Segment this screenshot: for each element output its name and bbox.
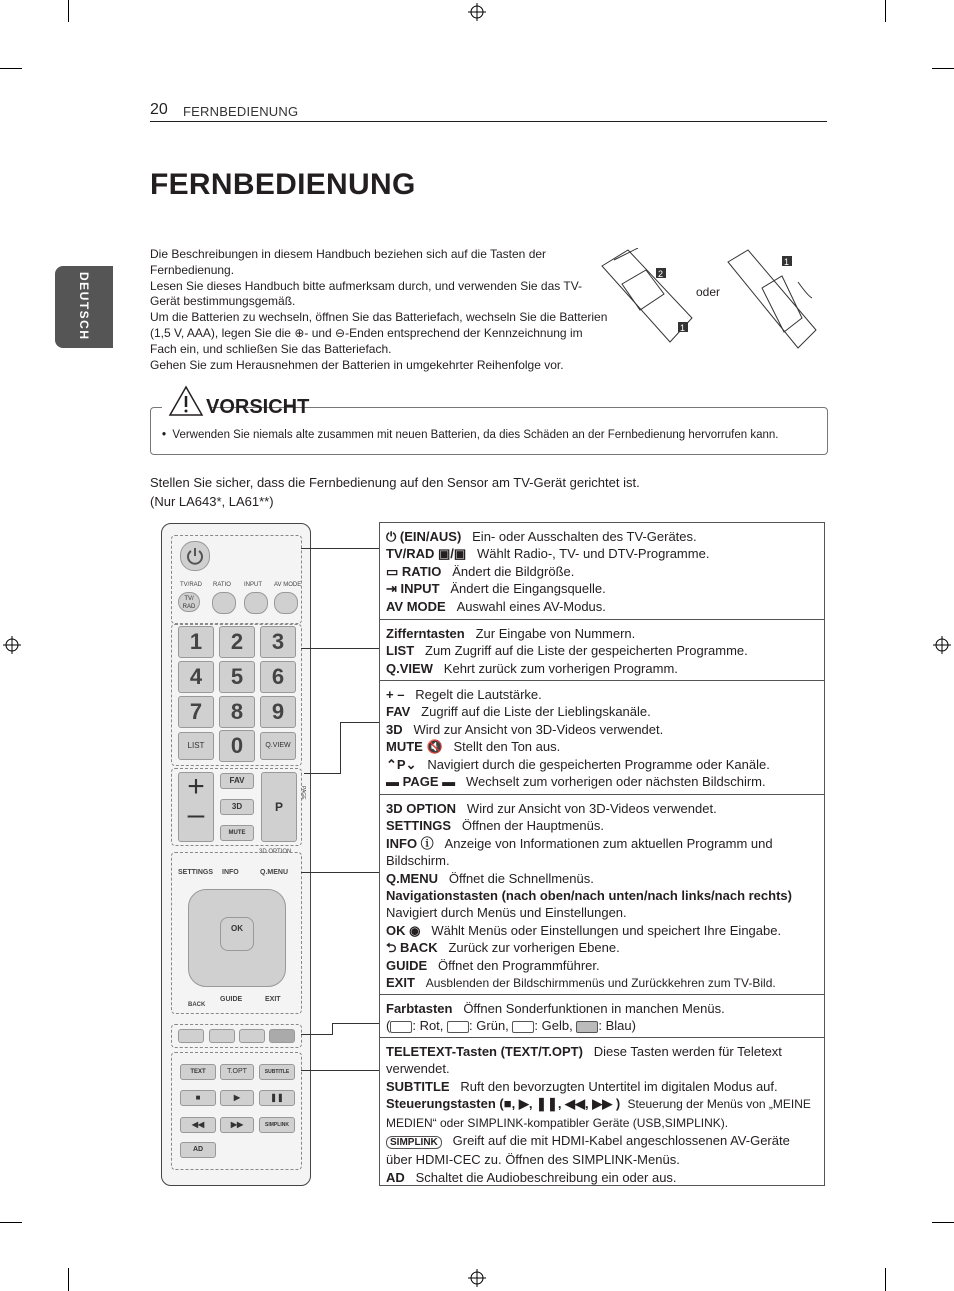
intro-paragraph: Lesen Sie dieses Handbuch bitte aufmerksam durch, und verwenden Sie das TV-Gerät bestimmungsgemäß. — [150, 278, 583, 309]
qview-key: Q.VIEW — [260, 732, 296, 760]
description-key: AD — [386, 1169, 405, 1185]
caution-text: Verwenden Sie niemals alte zusammen mit neuen Batterien, da dies Schäden an der Fernbedienung hervorrufen kann. — [172, 429, 779, 441]
connector-line — [301, 648, 379, 649]
caution-bullet: • Verwenden Sie niemals alte zusammen mit neuen Batterien, da dies Schäden an der Fernbedienung hervorrufen kann. — [162, 429, 779, 441]
description-row — [386, 1000, 818, 1017]
digit-2-key: 2 — [219, 626, 255, 658]
description-key: P — [396, 756, 406, 772]
description-key: FAV — [386, 704, 411, 720]
description-row: OK ◉ Wählt Menüs oder Einstellungen und speichert Ihre Eingabe. — [386, 922, 782, 938]
description-text: Zur Eingabe von Nummern. — [475, 626, 636, 641]
description-key: TV/RAD — [386, 546, 435, 562]
registration-mark-icon — [3, 636, 21, 654]
page-number: 20 — [150, 101, 168, 118]
pause-key: ❚❚ — [259, 1090, 295, 1106]
green-key-icon — [447, 1021, 469, 1033]
3d-option-label: 3D OPTION — [259, 849, 292, 855]
description-row — [386, 1169, 818, 1186]
description-key: Navigationstasten (nach oben/nach unten/nach links/nach rechts) — [386, 888, 792, 904]
input-label: INPUT — [244, 582, 262, 588]
volume-rocker: + – — [178, 772, 214, 842]
ratio-label: RATIO — [213, 582, 231, 588]
description-key: Steuerungstasten ( — [386, 1096, 504, 1112]
description-text: Ein- oder Ausschalten des TV-Gerätes. — [472, 529, 697, 544]
description-text: Regelt die Lautstärke. — [415, 687, 542, 702]
registration-mark-icon — [468, 1269, 486, 1287]
intro-paragraph: Gehen Sie zum Herausnehmen der Batterien in umgekehrter Reihenfolge vor. — [150, 357, 564, 372]
subtitle-key: SUBTITLE — [259, 1064, 295, 1080]
description-text: Navigiert durch die gespeicherten Programme oder Kanäle. — [427, 756, 770, 772]
3d-key: 3D — [220, 799, 254, 815]
description-key: INFO — [386, 835, 418, 851]
description-row — [386, 800, 818, 817]
description-box-power — [379, 522, 825, 620]
svg-text:2: 2 — [658, 269, 664, 279]
description-text: Anzeige von Informationen zum aktuellen Programm und Bildschirm. — [386, 835, 773, 869]
tv-rad-label: TV/RAD — [180, 582, 203, 588]
description-key: RATIO — [401, 563, 442, 579]
tv-rad-button — [178, 592, 200, 612]
description-text: Auswahl eines AV-Modus. — [456, 598, 606, 614]
crop-mark — [0, 1222, 22, 1223]
registration-mark-icon — [933, 636, 951, 654]
tv-rad-button-label: TV/ RAD — [182, 596, 196, 610]
connector-line — [340, 722, 379, 723]
blue-key-icon — [576, 1021, 598, 1033]
page-title: FERNBEDIENUNG — [150, 168, 416, 201]
connector-line — [304, 773, 341, 774]
intro-paragraph: Die Beschreibungen in diesem Handbuch beziehen sich auf die Tasten der Fernbedienung. — [150, 247, 547, 277]
ok-key: OK — [220, 917, 254, 951]
description-text: Zugriff auf die Liste der Lieblingskanäle. — [421, 704, 651, 720]
connector-line — [301, 1034, 333, 1035]
digit-1-key: 1 — [178, 626, 214, 658]
description-text: Greift auf die mit HDMI-Kabel angeschlossenen AV-Geräte über HDMI-CEC zu. Öffnen des SIMPLINK-Menüs. — [386, 1133, 790, 1168]
description-key: INPUT — [400, 581, 440, 597]
list-key: LIST — [178, 732, 214, 760]
description-key: EXIT — [386, 975, 415, 991]
sensor-text: Stellen Sie sicher, dass die Fernbedienung auf den Sensor am TV-Gerät gerichtet ist. — [150, 475, 640, 490]
yellow-key — [239, 1029, 265, 1043]
description-text: Öffnen Sonderfunktionen in manchen Menüs. — [463, 1001, 725, 1016]
description-text: Ruft den bevorzugten Untertitel im digitalen Modus auf. — [460, 1078, 778, 1094]
description-text: Wird zur Ansicht von 3D-Videos verwendet. — [413, 721, 664, 737]
description-row — [386, 1043, 818, 1078]
battery-illustration — [598, 248, 826, 356]
ratio-button — [212, 592, 236, 614]
description-row — [386, 686, 818, 703]
caution-heading — [162, 385, 310, 425]
description-text: Wechselt zum vorherigen oder nächsten Bildschirm. — [465, 774, 766, 790]
topt-key: T.OPT — [220, 1064, 254, 1080]
description-key: BACK — [400, 940, 438, 956]
description-box-volume — [379, 680, 825, 795]
crop-mark — [68, 0, 69, 22]
description-key: SUBTITLE — [386, 1078, 450, 1094]
svg-text:1: 1 — [784, 257, 790, 267]
description-key: + – — [386, 687, 405, 702]
description-row: 3D Wird zur Ansicht von 3D-Videos verwendet. — [386, 721, 664, 737]
green-label: : Grün, — [469, 1018, 509, 1034]
description-text: Navigiert durch Menüs und Einstellungen. — [386, 905, 627, 921]
program-rocker: P — [261, 772, 297, 842]
description-row: TV/RAD ▣/▣ Wählt Radio-, TV- und DTV-Programme. — [386, 546, 710, 562]
sensor-note — [150, 473, 640, 511]
digit-4-key: 4 — [178, 661, 214, 693]
description-box-menus — [379, 794, 825, 995]
description-row — [386, 625, 818, 642]
description-text: Steuerung der Menüs von „MEINE MEDIEN“ oder SIMPLINK-kompatibler Geräte (USB,SIMPLINK). — [386, 1097, 811, 1130]
connector-line — [332, 1023, 333, 1035]
description-text: Diese Tasten werden für Teletext verwendet. — [386, 1044, 782, 1077]
power-icon — [181, 542, 209, 570]
simplink-icon: SIMPLINK — [386, 1136, 442, 1149]
description-row — [386, 974, 818, 992]
description-key: GUIDE — [386, 957, 428, 973]
digit-7-key: 7 — [178, 696, 214, 728]
description-key: 3D OPTION — [386, 801, 457, 816]
description-row — [386, 642, 818, 659]
description-text: Ausblenden der Bildschirmmenüs und Zurückkehren zum TV-Bild. — [425, 976, 776, 991]
description-row — [386, 660, 818, 677]
page-label: PAGE — [300, 786, 306, 800]
red-key-icon — [390, 1021, 412, 1033]
settings-label: SETTINGS — [178, 869, 214, 876]
language-tab-label: DEUTSCH — [77, 272, 91, 341]
green-key — [209, 1029, 235, 1043]
description-row: ▬ PAGE ▬ Wechselt zum vorherigen oder nächsten Bildschirm. — [386, 774, 766, 790]
description-row — [386, 703, 818, 720]
crop-mark — [885, 1268, 886, 1291]
description-row — [386, 1132, 818, 1169]
description-text: Stellt den Ton aus. — [453, 739, 561, 755]
crop-mark — [68, 1268, 69, 1291]
description-key: Zifferntasten — [386, 626, 465, 641]
input-button — [244, 592, 268, 614]
models-text: (Nur LA643*, LA61**) — [150, 494, 274, 509]
description-row: Steuerungstasten (■, ▶, ❚❚, ◀◀, ▶▶ ) Steuerung der Menüs von „MEINE MEDIEN“ oder SIMPLINK-kompatibler Geräte (USB,SIMPLINK). — [386, 1096, 811, 1130]
description-row: INFO ⓘ Anzeige von Informationen zum aktuellen Programm und Bildschirm. — [386, 835, 773, 869]
remote-control-illustration — [161, 523, 311, 1186]
connector-line — [301, 872, 379, 873]
digit-0-key: 0 — [219, 730, 255, 762]
description-row — [386, 870, 818, 887]
red-key — [178, 1029, 204, 1043]
av-mode-label: AV MODE — [274, 582, 302, 588]
description-row: ⮌ BACK Zurück zur vorherigen Ebene. — [386, 940, 620, 956]
exit-label: EXIT — [265, 996, 281, 1003]
description-row: MUTE 🔇 Stellt den Ton aus. — [386, 739, 561, 755]
illustration-label: oder — [696, 285, 721, 299]
description-key: Q.MENU — [386, 870, 438, 886]
description-row — [386, 1078, 818, 1095]
connector-line — [301, 1070, 379, 1071]
description-key: MUTE — [386, 739, 423, 755]
description-key: LIST — [386, 643, 415, 659]
svg-text:1: 1 — [680, 323, 686, 333]
description-box-colors — [379, 994, 825, 1038]
description-key: (EIN/AUS) — [399, 529, 462, 544]
description-text: Wird zur Ansicht von 3D-Videos verwendet. — [466, 801, 717, 816]
description-row: ▭ RATIO Ändert die Bildgröße. — [386, 563, 575, 579]
description-box-numbers — [379, 619, 825, 681]
description-row — [386, 887, 818, 904]
digit-6-key: 6 — [260, 661, 296, 693]
description-row: ⏻ (EIN/AUS) Ein- oder Ausschalten des TV-Gerätes. — [386, 529, 697, 544]
blue-key — [269, 1029, 295, 1043]
digit-5-key: 5 — [219, 661, 255, 693]
intro-text — [150, 247, 610, 373]
description-key: Q.VIEW — [386, 660, 433, 676]
crop-mark — [932, 1222, 954, 1223]
play-key: ▶ — [220, 1090, 254, 1106]
intro-paragraph: Um die Batterien zu wechseln, öffnen Sie das Batteriefach, wechseln Sie die Batterien (1,5 V, AAA), legen Sie die ⊕- und ⊖-Enden entsprechend der Kennzeichnung im Fach ein, und schließen Sie das Batteriefach. — [150, 310, 608, 356]
back-label: BACK — [188, 1002, 206, 1008]
connector-line — [340, 722, 341, 774]
blue-label: : Blau) — [598, 1018, 636, 1034]
digit-8-key: 8 — [219, 696, 255, 728]
description-key: PAGE — [402, 774, 439, 790]
description-text: Öffnen der Hauptmenüs. — [461, 818, 604, 834]
running-header: FERNBEDIENUNG — [183, 104, 299, 119]
info-label: INFO — [222, 869, 239, 876]
description-key: SETTINGS — [386, 818, 452, 834]
description-key: OK — [386, 922, 406, 938]
connector-line — [301, 548, 379, 549]
description-text: Öffnet den Programmführer. — [438, 957, 600, 973]
ad-key: AD — [180, 1142, 216, 1158]
description-text: Ändert die Eingangsquelle. — [450, 581, 606, 597]
description-text: Zurück zur vorherigen Ebene. — [448, 940, 620, 956]
qmenu-label: Q.MENU — [260, 869, 288, 876]
description-row — [386, 957, 818, 974]
crop-mark — [885, 0, 886, 22]
description-text: Wählt Menüs oder Einstellungen und speichert Ihre Eingabe. — [431, 922, 782, 938]
crop-mark — [932, 68, 954, 69]
description-row — [386, 817, 818, 834]
description-row — [386, 904, 818, 921]
power-button — [180, 541, 210, 571]
caution-title: VORSICHT — [206, 396, 310, 418]
warning-icon — [168, 385, 204, 417]
header-rule — [150, 121, 827, 122]
registration-mark-icon — [468, 3, 486, 21]
red-label: : Rot, — [412, 1018, 444, 1034]
description-text: Öffnet die Schnellmenüs. — [448, 870, 594, 886]
digit-9-key: 9 — [260, 696, 296, 728]
mute-key: MUTE — [220, 825, 254, 841]
description-text: Ändert die Bildgröße. — [452, 563, 575, 579]
av-mode-button — [274, 592, 298, 614]
simplink-key: SIMPLINK — [259, 1117, 295, 1133]
digit-3-key: 3 — [260, 626, 296, 658]
description-text: Schaltet die Audiobeschreibung ein oder aus. — [415, 1169, 677, 1185]
description-box-teletext — [379, 1037, 825, 1186]
description-row: ⇥ INPUT Ändert die Eingangsquelle. — [386, 581, 606, 597]
description-key: TELETEXT-Tasten (TEXT/T.OPT) — [386, 1044, 583, 1059]
yellow-key-icon — [512, 1021, 534, 1033]
description-row: ( : Rot, : Grün, : Gelb, : Blau) — [386, 1018, 636, 1034]
forward-key: ▶▶ — [220, 1117, 254, 1133]
connector-line — [332, 1023, 379, 1024]
rewind-key: ◀◀ — [180, 1117, 216, 1133]
description-text: Wählt Radio-, TV- und DTV-Programme. — [477, 546, 710, 562]
guide-label: GUIDE — [220, 996, 243, 1003]
description-key: AV MODE — [386, 598, 446, 614]
fav-key: FAV — [220, 773, 254, 789]
description-text: Kehrt zurück zum vorherigen Programm. — [443, 660, 678, 676]
description-key: Farbtasten — [386, 1001, 453, 1016]
stop-key: ■ — [180, 1090, 216, 1106]
crop-mark — [0, 68, 22, 69]
language-tab — [55, 266, 113, 348]
description-text: Zum Zugriff auf die Liste der gespeicherten Programme. — [425, 643, 748, 659]
yellow-label: : Gelb, — [534, 1018, 573, 1034]
text-key: TEXT — [180, 1064, 216, 1080]
description-row: ⌃P⌄ Navigiert durch die gespeicherten Programme oder Kanäle. — [386, 756, 770, 772]
description-row — [386, 598, 818, 615]
